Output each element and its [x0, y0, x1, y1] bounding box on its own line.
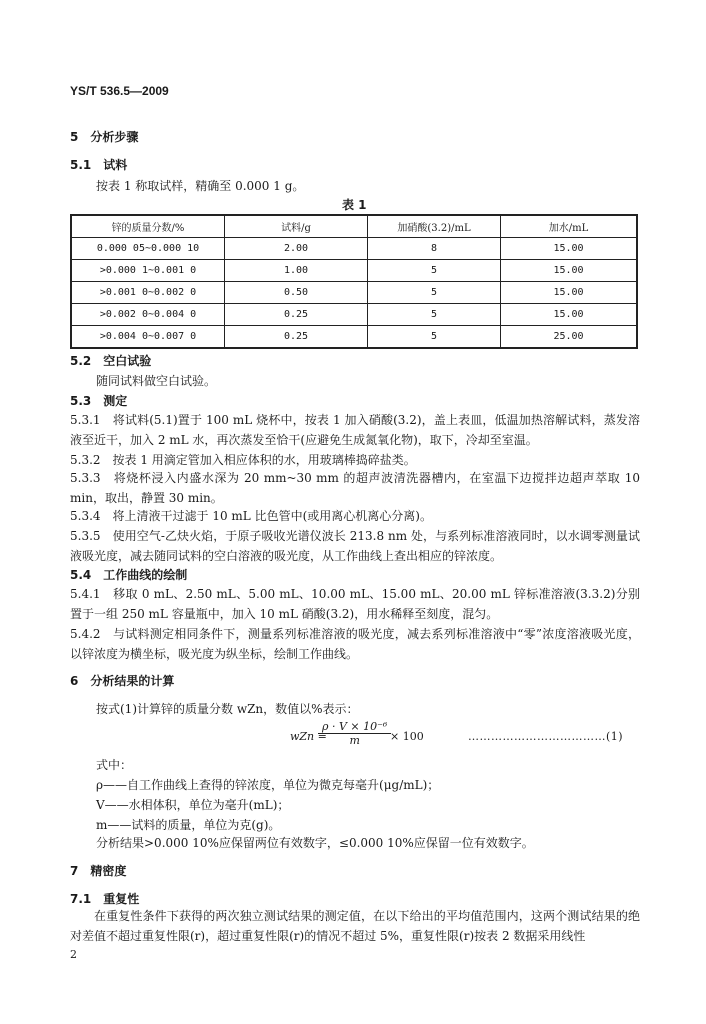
section-7-1-title: 7.1 重复性: [70, 892, 140, 906]
formula-number: ………………………………(1): [468, 730, 624, 743]
paragraph-5-4-2: 5.4.2 与试料测定相同条件下，测量系列标准溶液的吸光度，减去系列标准溶液中“零”浓度溶液吸光度，以锌浓度为横坐标，吸光度为纵坐标，绘制工作曲线。: [70, 627, 640, 661]
table-cell: 0.25: [225, 326, 368, 349]
table-cell: 5: [368, 282, 501, 304]
formula-tail: × 100: [390, 730, 424, 743]
formula-denominator: m: [349, 734, 360, 747]
table-1-caption: 表 1: [342, 198, 367, 212]
section-5-1-title: 5.1 试料: [70, 158, 128, 172]
table-cell: >0.000 1~0.001 0: [71, 260, 225, 282]
table-row: [71, 260, 637, 282]
table-header-row: [71, 215, 637, 238]
section-5-4-title: 5.4 工作曲线的绘制: [70, 568, 188, 582]
table-row: [71, 326, 637, 349]
paragraph-5-3-1: 5.3.1 将试料(5.1)置于 100 mL 烧杯中，按表 1 加入硝酸(3.2)，盖上表皿，低温加热溶解试料，蒸发溶液至近干，加入 2 mL 水，再次蒸发至恰干(应避免生成氮氧化物)，取下，冷却至室温。: [70, 413, 640, 447]
table-cell: 15.00: [501, 304, 638, 326]
definition-v: V——水相体积，单位为毫升(mL)；: [96, 798, 290, 812]
section-5-2-title: 5.2 空白试验: [70, 354, 152, 368]
standard-number: YS/T 536.5—2009: [70, 84, 169, 98]
section-5-3-title: 5.3 测定: [70, 394, 128, 408]
table-header-cell: 加水/mL: [501, 215, 638, 238]
table-cell: >0.002 0~0.004 0: [71, 304, 225, 326]
table-cell: 2.00: [225, 238, 368, 260]
section-7-title: 7 精密度: [70, 864, 127, 878]
table-cell: 15.00: [501, 282, 638, 304]
table-1: [70, 214, 638, 349]
section-5-2-text: 随同试料做空白试验。: [96, 374, 217, 388]
where-label: 式中：: [96, 758, 133, 772]
table-cell: 5: [368, 304, 501, 326]
paragraph-5-3-4: 5.3.4 将上清液干过滤于 10 mL 比色管中(或用离心机离心分离)。: [70, 509, 432, 523]
section-5-title: 5 分析步骤: [70, 130, 139, 144]
table-cell: 5: [368, 260, 501, 282]
section-6-title: 6 分析结果的计算: [70, 674, 175, 688]
table-cell: >0.001 0~0.002 0: [71, 282, 225, 304]
formula-numerator: ρ · V × 10⁻⁶: [318, 720, 391, 734]
table-cell: 5: [368, 326, 501, 349]
table-row: [71, 238, 637, 260]
table-cell: 15.00: [501, 260, 638, 282]
table-cell: 0.000 05~0.000 10: [71, 238, 225, 260]
table-cell: >0.004 0~0.007 0: [71, 326, 225, 349]
definition-rho: ρ——自工作曲线上查得的锌浓度，单位为微克每毫升(μg/mL)；: [96, 778, 440, 792]
table-cell: 0.50: [225, 282, 368, 304]
table-header-cell: 锌的质量分数/%: [71, 215, 225, 238]
result-note: 分析结果>0.000 10%应保留两位有效数字，≤0.000 10%应保留一位有效数字。: [96, 836, 534, 850]
table-cell: 1.00: [225, 260, 368, 282]
paragraph-5-3-5: 5.3.5 使用空气-乙炔火焰，于原子吸收光谱仪波长 213.8 nm 处，与系列标准溶液同时，以水调零测量试液吸光度，减去随同试料的空白溶液的吸光度，从工作曲线上查出相应的锌浓度。: [70, 529, 640, 563]
table-cell: 8: [368, 238, 501, 260]
paragraph-5-4-1: 5.4.1 移取 0 mL、2.50 mL、5.00 mL、10.00 mL、15.00 mL、20.00 mL 锌标准溶液(3.3.2)分别置于一组 250 mL 容量瓶中，加入 10 mL 硝酸(3.2)，用水稀释至刻度，混匀。: [70, 587, 640, 621]
formula-intro: 按式(1)计算锌的质量分数 wZn，数值以%表示：: [96, 702, 359, 716]
table-header-cell: 加硝酸(3.2)/mL: [368, 215, 501, 238]
paragraph-7-1: 在重复性条件下获得的两次独立测试结果的测定值，在以下给出的平均值范围内，这两个测试结果的绝对差值不超过重复性限(r)，超过重复性限(r)的情况不超过 5%，重复性限(r)按表 2 数据采用线性: [70, 909, 640, 943]
formula-lhs: wZn =: [290, 730, 327, 743]
paragraph-5-3-3: 5.3.3 将烧杯浸入内盛水深为 20 mm~30 mm 的超声波清洗器槽内，在室温下边搅拌边超声萃取 10 min，取出，静置 30 min。: [70, 471, 640, 505]
definition-m: m——试料的质量，单位为克(g)。: [96, 818, 281, 832]
table-header-cell: 试料/g: [225, 215, 368, 238]
table-row: [71, 304, 637, 326]
table-cell: 0.25: [225, 304, 368, 326]
paragraph-5-3-2: 5.3.2 按表 1 用滴定管加入相应体积的水，用玻璃棒捣碎盐类。: [70, 453, 416, 467]
formula-fraction: [318, 720, 391, 747]
table-cell: 25.00: [501, 326, 638, 349]
table-row: [71, 282, 637, 304]
section-5-1-text: 按表 1 称取试样，精确至 0.000 1 g。: [96, 179, 305, 193]
page-number: 2: [70, 948, 77, 961]
table-cell: 15.00: [501, 238, 638, 260]
